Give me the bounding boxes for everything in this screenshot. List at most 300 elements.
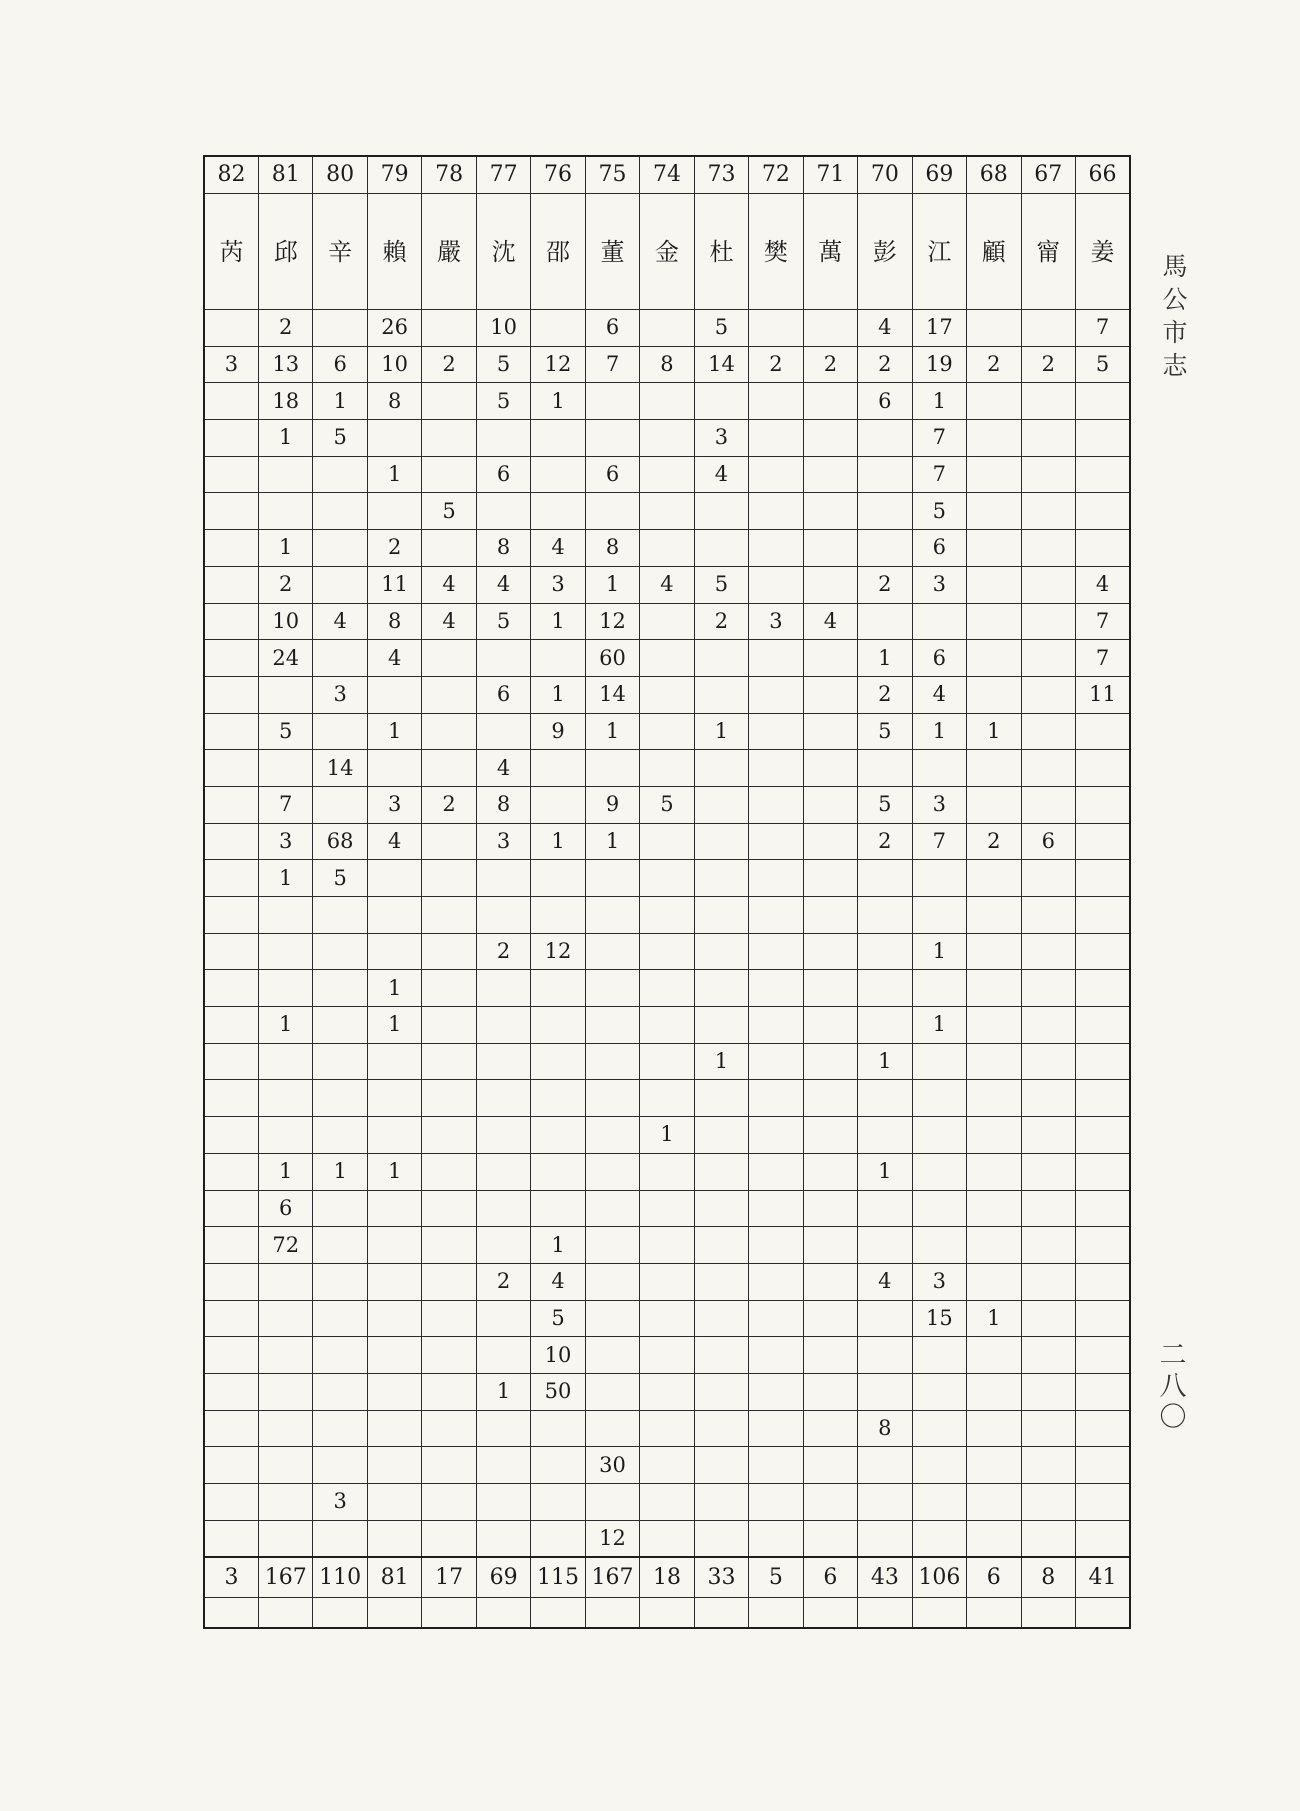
- table-cell: [967, 603, 1021, 640]
- table-cell: [967, 933, 1021, 970]
- table-cell: [422, 1337, 476, 1374]
- table-cell: 2: [858, 566, 912, 603]
- blank-cell: [967, 1598, 1021, 1629]
- table-cell: [476, 493, 530, 530]
- table-cell: [858, 1447, 912, 1484]
- table-cell: [858, 1190, 912, 1227]
- table-cell: 7: [1076, 640, 1131, 677]
- table-cell: [694, 750, 748, 787]
- table-cell: 7: [585, 346, 639, 383]
- table-cell: [858, 897, 912, 934]
- surname-cell: 董: [585, 194, 639, 310]
- table-cell: [1021, 1300, 1075, 1337]
- table-cell: [640, 1337, 694, 1374]
- table-cell: [967, 676, 1021, 713]
- table-cell: [204, 420, 258, 457]
- table-cell: [640, 860, 694, 897]
- table-cell: [640, 603, 694, 640]
- table-cell: [640, 676, 694, 713]
- table-cell: [531, 897, 585, 934]
- table-cell: [367, 420, 421, 457]
- blank-cell: [476, 1598, 530, 1629]
- table-cell: [1021, 676, 1075, 713]
- table-cell: [585, 1337, 639, 1374]
- table-cell: [313, 1373, 367, 1410]
- table-cell: [476, 1117, 530, 1154]
- table-cell: [858, 1117, 912, 1154]
- table-cell: [204, 1043, 258, 1080]
- table-cell: 4: [476, 566, 530, 603]
- table-cell: 3: [313, 1484, 367, 1521]
- table-cell: [640, 1373, 694, 1410]
- table-cell: 5: [531, 1300, 585, 1337]
- table-cell: 3: [367, 786, 421, 823]
- column-number-cell: 69: [912, 156, 966, 194]
- table-cell: [1021, 1447, 1075, 1484]
- table-cell: [694, 970, 748, 1007]
- table-cell: [858, 860, 912, 897]
- table-cell: [912, 1484, 966, 1521]
- table-row: [204, 1337, 1130, 1374]
- table-cell: [858, 1484, 912, 1521]
- total-cell: 18: [640, 1557, 694, 1598]
- table-cell: [749, 897, 803, 934]
- table-cell: [1021, 1227, 1075, 1264]
- table-cell: [967, 1520, 1021, 1557]
- table-cell: 2: [476, 1263, 530, 1300]
- table-cell: [531, 1117, 585, 1154]
- table-cell: 1: [531, 603, 585, 640]
- table-cell: [749, 1117, 803, 1154]
- table-cell: [1021, 1043, 1075, 1080]
- table-cell: [258, 1484, 312, 1521]
- table-cell: [803, 1373, 857, 1410]
- table-cell: 5: [313, 420, 367, 457]
- table-row: [204, 676, 1130, 713]
- table-cell: [422, 1410, 476, 1447]
- table-cell: 3: [313, 676, 367, 713]
- table-cell: [313, 1337, 367, 1374]
- table-cell: 12: [585, 1520, 639, 1557]
- table-cell: [585, 897, 639, 934]
- table-cell: 6: [258, 1190, 312, 1227]
- table-cell: [422, 676, 476, 713]
- table-cell: [585, 1373, 639, 1410]
- table-cell: [967, 1043, 1021, 1080]
- table-cell: 68: [313, 823, 367, 860]
- table-row: [204, 1263, 1130, 1300]
- table-cell: [476, 713, 530, 750]
- table-cell: [803, 1080, 857, 1117]
- column-number-cell: 71: [803, 156, 857, 194]
- table-cell: 1: [531, 823, 585, 860]
- table-row: [204, 566, 1130, 603]
- table-cell: [204, 383, 258, 420]
- table-cell: 2: [967, 346, 1021, 383]
- table-cell: [967, 1117, 1021, 1154]
- table-cell: 6: [912, 640, 966, 677]
- table-cell: [1021, 897, 1075, 934]
- table-cell: 3: [204, 346, 258, 383]
- surname-cell: 邱: [258, 194, 312, 310]
- table-cell: [1021, 1153, 1075, 1190]
- table-cell: 1: [912, 383, 966, 420]
- table-cell: 1: [531, 676, 585, 713]
- table-cell: [749, 933, 803, 970]
- table-cell: [1076, 1153, 1131, 1190]
- table-cell: 14: [313, 750, 367, 787]
- table-cell: [803, 456, 857, 493]
- table-cell: [749, 1263, 803, 1300]
- table-cell: [585, 1117, 639, 1154]
- table-cell: [258, 1447, 312, 1484]
- table-cell: [803, 1300, 857, 1337]
- table-cell: [912, 1520, 966, 1557]
- table-cell: [204, 1190, 258, 1227]
- table-cell: [967, 1337, 1021, 1374]
- table-cell: [694, 897, 748, 934]
- table-row: [204, 1080, 1130, 1117]
- table-cell: [967, 493, 1021, 530]
- table-cell: [204, 1227, 258, 1264]
- table-cell: [640, 823, 694, 860]
- blank-cell: [803, 1598, 857, 1629]
- table-row: [204, 1447, 1130, 1484]
- table-cell: [803, 640, 857, 677]
- table-cell: [1076, 1080, 1131, 1117]
- total-cell: 33: [694, 1557, 748, 1598]
- table-cell: 17: [912, 310, 966, 347]
- table-cell: [204, 897, 258, 934]
- table-cell: [476, 1080, 530, 1117]
- table-cell: [476, 860, 530, 897]
- table-cell: [585, 1190, 639, 1227]
- column-number-cell: 76: [531, 156, 585, 194]
- table-cell: [967, 1227, 1021, 1264]
- table-cell: [585, 970, 639, 1007]
- table-cell: [640, 1520, 694, 1557]
- table-cell: [1076, 1190, 1131, 1227]
- table-cell: [476, 1410, 530, 1447]
- table-cell: [1076, 1410, 1131, 1447]
- table-cell: 6: [585, 456, 639, 493]
- table-row: [204, 456, 1130, 493]
- table-cell: [694, 1117, 748, 1154]
- table-cell: [640, 1447, 694, 1484]
- table-cell: [694, 1484, 748, 1521]
- table-cell: [258, 1520, 312, 1557]
- table-cell: 8: [367, 383, 421, 420]
- table-cell: [803, 1153, 857, 1190]
- table-cell: [531, 1447, 585, 1484]
- table-cell: 1: [258, 530, 312, 567]
- table-cell: [585, 1484, 639, 1521]
- book-title: [1160, 250, 1190, 382]
- table-cell: [313, 1007, 367, 1044]
- table-cell: 13: [258, 346, 312, 383]
- blank-cell: [585, 1598, 639, 1629]
- table-cell: 1: [694, 713, 748, 750]
- table-row: [204, 493, 1130, 530]
- table-cell: 6: [1021, 823, 1075, 860]
- table-cell: [422, 1190, 476, 1227]
- table-cell: [313, 1410, 367, 1447]
- table-cell: [422, 1263, 476, 1300]
- table-cell: 1: [912, 713, 966, 750]
- table-cell: [1076, 1520, 1131, 1557]
- table-cell: [531, 860, 585, 897]
- column-number-cell: 77: [476, 156, 530, 194]
- table-cell: [640, 1410, 694, 1447]
- table-cell: [204, 310, 258, 347]
- table-cell: [422, 1043, 476, 1080]
- table-cell: [585, 1153, 639, 1190]
- table-cell: [749, 1410, 803, 1447]
- table-cell: [476, 420, 530, 457]
- table-row: [204, 823, 1130, 860]
- table-cell: [204, 676, 258, 713]
- table-cell: 1: [367, 456, 421, 493]
- column-number-cell: 74: [640, 156, 694, 194]
- table-cell: 1: [367, 1153, 421, 1190]
- table-cell: 10: [367, 346, 421, 383]
- table-cell: [422, 1520, 476, 1557]
- table-cell: [1021, 860, 1075, 897]
- table-cell: 2: [858, 346, 912, 383]
- table-cell: [585, 1410, 639, 1447]
- table-cell: [858, 420, 912, 457]
- table-cell: [803, 1227, 857, 1264]
- table-cell: [531, 750, 585, 787]
- table-cell: [476, 1520, 530, 1557]
- table-cell: [531, 493, 585, 530]
- table-cell: [204, 530, 258, 567]
- table-cell: [585, 1080, 639, 1117]
- table-cell: [803, 970, 857, 1007]
- table-cell: [1076, 383, 1131, 420]
- table-cell: [422, 1153, 476, 1190]
- table-cell: 8: [476, 530, 530, 567]
- table-cell: [640, 1300, 694, 1337]
- table-cell: [1021, 420, 1075, 457]
- table-cell: [749, 1300, 803, 1337]
- column-number-cell: 75: [585, 156, 639, 194]
- table-cell: [640, 1190, 694, 1227]
- table-cell: 4: [858, 1263, 912, 1300]
- table-cell: [967, 383, 1021, 420]
- column-number-cell: 82: [204, 156, 258, 194]
- table-cell: [749, 713, 803, 750]
- table-cell: [803, 750, 857, 787]
- table-cell: [912, 1080, 966, 1117]
- page-number-char: 二: [1159, 1340, 1187, 1371]
- table-cell: 2: [858, 823, 912, 860]
- table-cell: [1021, 566, 1075, 603]
- table-cell: 18: [258, 383, 312, 420]
- table-cell: [476, 1007, 530, 1044]
- table-cell: 1: [531, 1227, 585, 1264]
- table-cell: [912, 1190, 966, 1227]
- table-cell: [858, 1300, 912, 1337]
- table-cell: [694, 1447, 748, 1484]
- table-cell: [694, 530, 748, 567]
- table-cell: 7: [912, 420, 966, 457]
- table-cell: [204, 1410, 258, 1447]
- table-cell: [967, 1373, 1021, 1410]
- table-cell: 6: [912, 530, 966, 567]
- table-cell: [749, 493, 803, 530]
- table-cell: [204, 493, 258, 530]
- table-cell: 2: [749, 346, 803, 383]
- table-cell: [258, 750, 312, 787]
- table-cell: [531, 1043, 585, 1080]
- table-cell: [367, 1227, 421, 1264]
- table-cell: [967, 1007, 1021, 1044]
- table-cell: [313, 1447, 367, 1484]
- table-row: [204, 1153, 1130, 1190]
- table-cell: [1076, 823, 1131, 860]
- table-cell: [749, 1080, 803, 1117]
- table-cell: [694, 640, 748, 677]
- table-cell: [749, 1520, 803, 1557]
- table-cell: [858, 456, 912, 493]
- table-cell: [912, 860, 966, 897]
- table-cell: [585, 383, 639, 420]
- page-number-char: 〇: [1159, 1402, 1187, 1433]
- table-cell: [967, 1153, 1021, 1190]
- table-cell: 6: [858, 383, 912, 420]
- table-cell: [967, 1447, 1021, 1484]
- table-cell: [640, 1484, 694, 1521]
- table-cell: 1: [640, 1117, 694, 1154]
- table-cell: [1076, 1117, 1131, 1154]
- table-cell: 5: [694, 310, 748, 347]
- table-cell: [640, 897, 694, 934]
- column-number-cell: 70: [858, 156, 912, 194]
- table-cell: 9: [585, 786, 639, 823]
- table-cell: [967, 310, 1021, 347]
- table-cell: 3: [531, 566, 585, 603]
- table-cell: 6: [585, 310, 639, 347]
- table-cell: [640, 933, 694, 970]
- table-cell: [967, 1080, 1021, 1117]
- table-cell: [858, 933, 912, 970]
- table-cell: [640, 1043, 694, 1080]
- table-cell: [967, 640, 1021, 677]
- table-cell: 3: [749, 603, 803, 640]
- table-cell: [476, 897, 530, 934]
- table-cell: [803, 1337, 857, 1374]
- total-cell: 43: [858, 1557, 912, 1598]
- table-cell: [749, 860, 803, 897]
- surname-cell: 芮: [204, 194, 258, 310]
- table-cell: [204, 456, 258, 493]
- table-cell: 1: [367, 713, 421, 750]
- table-cell: [367, 1043, 421, 1080]
- table-cell: [204, 970, 258, 1007]
- table-cell: [204, 1337, 258, 1374]
- table-cell: [204, 1484, 258, 1521]
- table-cell: 2: [367, 530, 421, 567]
- table-cell: 5: [476, 383, 530, 420]
- table-cell: [803, 383, 857, 420]
- table-cell: [749, 1227, 803, 1264]
- total-cell: 81: [367, 1557, 421, 1598]
- table-cell: [531, 1410, 585, 1447]
- table-cell: [1076, 860, 1131, 897]
- table-cell: [694, 786, 748, 823]
- table-cell: [967, 1263, 1021, 1300]
- table-cell: [258, 1300, 312, 1337]
- table-cell: [204, 603, 258, 640]
- table-row: [204, 1117, 1130, 1154]
- table-cell: 3: [694, 420, 748, 457]
- blank-cell: [313, 1598, 367, 1629]
- table-cell: [803, 310, 857, 347]
- table-cell: 4: [1076, 566, 1131, 603]
- table-cell: [912, 1227, 966, 1264]
- table-cell: [585, 933, 639, 970]
- surname-cell: 金: [640, 194, 694, 310]
- table-cell: [803, 1190, 857, 1227]
- table-cell: [531, 1520, 585, 1557]
- table-cell: [1021, 1373, 1075, 1410]
- surname-cell: 甯: [1021, 194, 1075, 310]
- table-cell: [803, 566, 857, 603]
- table-cell: [204, 1007, 258, 1044]
- total-cell: 3: [204, 1557, 258, 1598]
- table-cell: [803, 786, 857, 823]
- table-cell: 1: [367, 970, 421, 1007]
- total-cell: 8: [1021, 1557, 1075, 1598]
- table-cell: [1021, 1337, 1075, 1374]
- blank-cell: [422, 1598, 476, 1629]
- table-cell: [204, 1520, 258, 1557]
- table-cell: [476, 1447, 530, 1484]
- table-cell: 3: [476, 823, 530, 860]
- table-cell: [476, 1190, 530, 1227]
- book-title-char: 馬: [1162, 252, 1188, 281]
- table-cell: [422, 933, 476, 970]
- table-cell: [640, 456, 694, 493]
- table-cell: 5: [912, 493, 966, 530]
- table-cell: [640, 1263, 694, 1300]
- table-cell: 1: [585, 566, 639, 603]
- table-cell: 3: [912, 566, 966, 603]
- table-cell: [313, 456, 367, 493]
- table-cell: [1021, 493, 1075, 530]
- surname-cell: 邵: [531, 194, 585, 310]
- table-cell: [803, 493, 857, 530]
- table-cell: [367, 897, 421, 934]
- surname-cell: 彭: [858, 194, 912, 310]
- table-cell: 5: [258, 713, 312, 750]
- surname-cell: 杜: [694, 194, 748, 310]
- table-cell: [1076, 786, 1131, 823]
- table-cell: [1076, 933, 1131, 970]
- table-cell: 60: [585, 640, 639, 677]
- table-cell: [531, 420, 585, 457]
- table-cell: [585, 1043, 639, 1080]
- table-cell: [694, 1520, 748, 1557]
- table-cell: [1021, 456, 1075, 493]
- surname-statistics-table: [203, 155, 1131, 1629]
- table-cell: [313, 1080, 367, 1117]
- table-cell: [803, 1484, 857, 1521]
- table-cell: [912, 1373, 966, 1410]
- table-cell: [858, 1227, 912, 1264]
- surname-cell: 賴: [367, 194, 421, 310]
